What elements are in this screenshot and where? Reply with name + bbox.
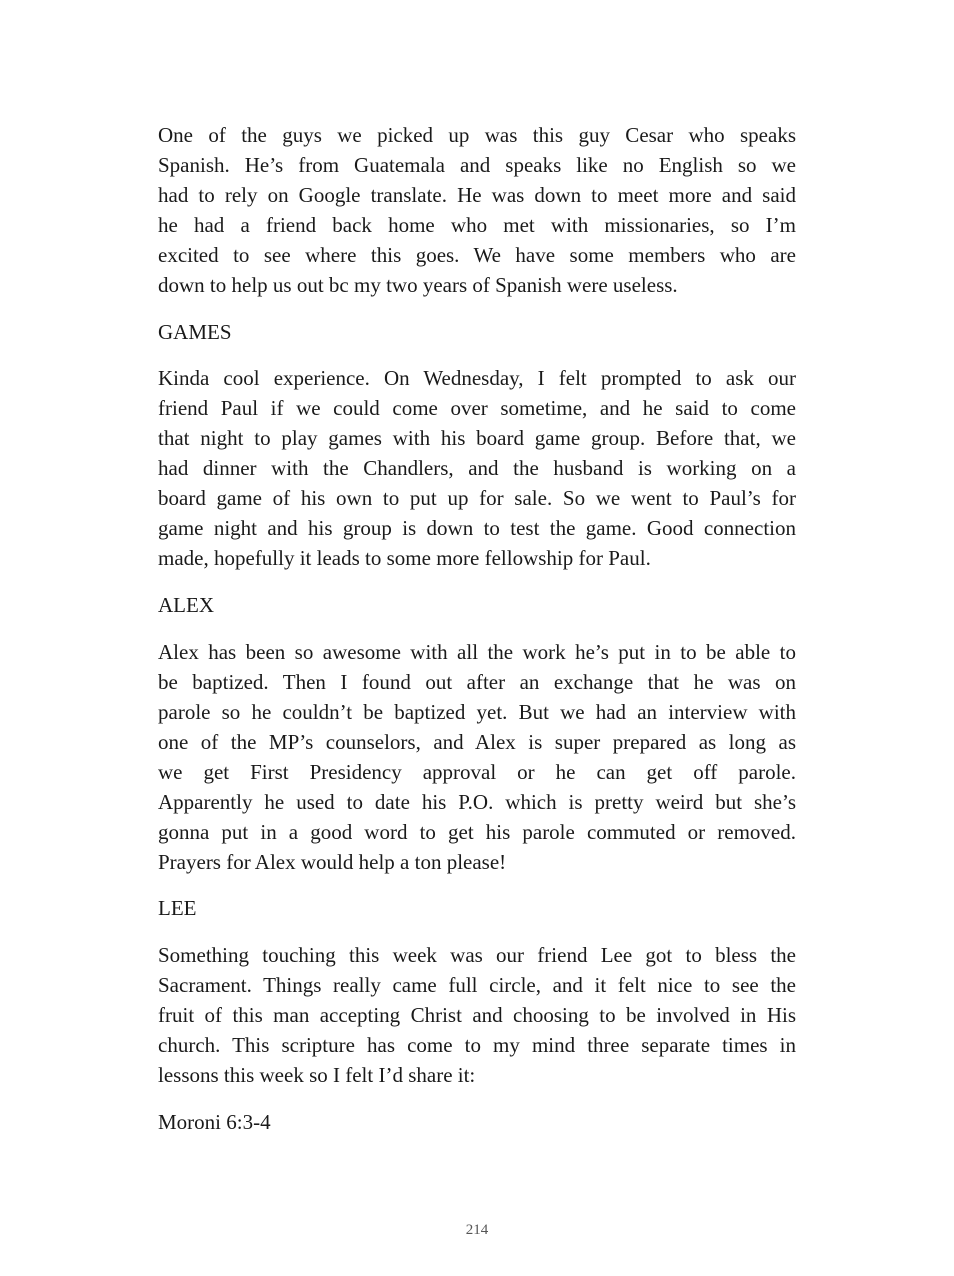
paragraph-line: be baptized. Then I found out after an exchange that he was on — [158, 670, 796, 694]
page-number: 214 — [465, 1222, 489, 1238]
heading-games: GAMES — [158, 320, 232, 344]
paragraph-line: had to rely on Google translate. He was down to meet more and said — [158, 183, 796, 207]
paragraph-line: game night and his group is down to test the game. Good connection — [158, 516, 796, 540]
paragraph-line: fruit of this man accepting Christ and choosing to be involved in His — [158, 1003, 796, 1027]
paragraph-line: church. This scripture has come to my mind three separate times in — [158, 1033, 796, 1057]
paragraph-line: he had a friend back home who met with missionaries, so I’m — [158, 213, 796, 237]
paragraph-line: that night to play games with his board game group. Before that, we — [158, 426, 796, 450]
paragraph-line: Kinda cool experience. On Wednesday, I felt prompted to ask our — [158, 366, 796, 390]
paragraph-line: friend Paul if we could come over sometime, and he said to come — [158, 396, 796, 420]
paragraph-line: Prayers for Alex would help a ton please! — [158, 850, 507, 874]
paragraph-cesar — [158, 120, 796, 300]
paragraph-line: lessons this week so I felt I’d share it: — [158, 1063, 476, 1087]
scripture-reference: Moroni 6:3-4 — [158, 1110, 271, 1134]
paragraph-line: Apparently he used to date his P.O. which is pretty weird but she’s — [158, 790, 796, 814]
paragraph-line: Something touching this week was our friend Lee got to bless the — [158, 943, 796, 967]
paragraph-line: one of the MP’s counselors, and Alex is super prepared as long as — [158, 730, 796, 754]
paragraph-line: Spanish. He’s from Guatemala and speaks like no English so we — [158, 153, 796, 177]
heading-lee: LEE — [158, 896, 197, 920]
paragraph-line: had dinner with the Chandlers, and the husband is working on a — [158, 456, 796, 480]
paragraph-line: Alex has been so awesome with all the work he’s put in to be able to — [158, 640, 796, 664]
paragraph-line: made, hopefully it leads to some more fellowship for Paul. — [158, 546, 651, 570]
paragraph-line: board game of his own to put up for sale. So we went to Paul’s for — [158, 486, 796, 510]
paragraph-line: One of the guys we picked up was this guy Cesar who speaks — [158, 123, 796, 147]
paragraph-line: we get First Presidency approval or he can get off parole. — [158, 760, 796, 784]
heading-alex: ALEX — [158, 593, 214, 617]
paragraph-lee — [158, 940, 796, 1090]
paragraph-line: gonna put in a good word to get his parole commuted or removed. — [158, 820, 796, 844]
paragraph-alex — [158, 637, 796, 877]
paragraph-line: excited to see where this goes. We have some members who are — [158, 243, 796, 267]
paragraph-line: parole so he couldn’t be baptized yet. But we had an interview with — [158, 700, 796, 724]
paragraph-line: down to help us out bc my two years of Spanish were useless. — [158, 273, 678, 297]
paragraph-line: Sacrament. Things really came full circle, and it felt nice to see the — [158, 973, 796, 997]
paragraph-games — [158, 363, 796, 573]
